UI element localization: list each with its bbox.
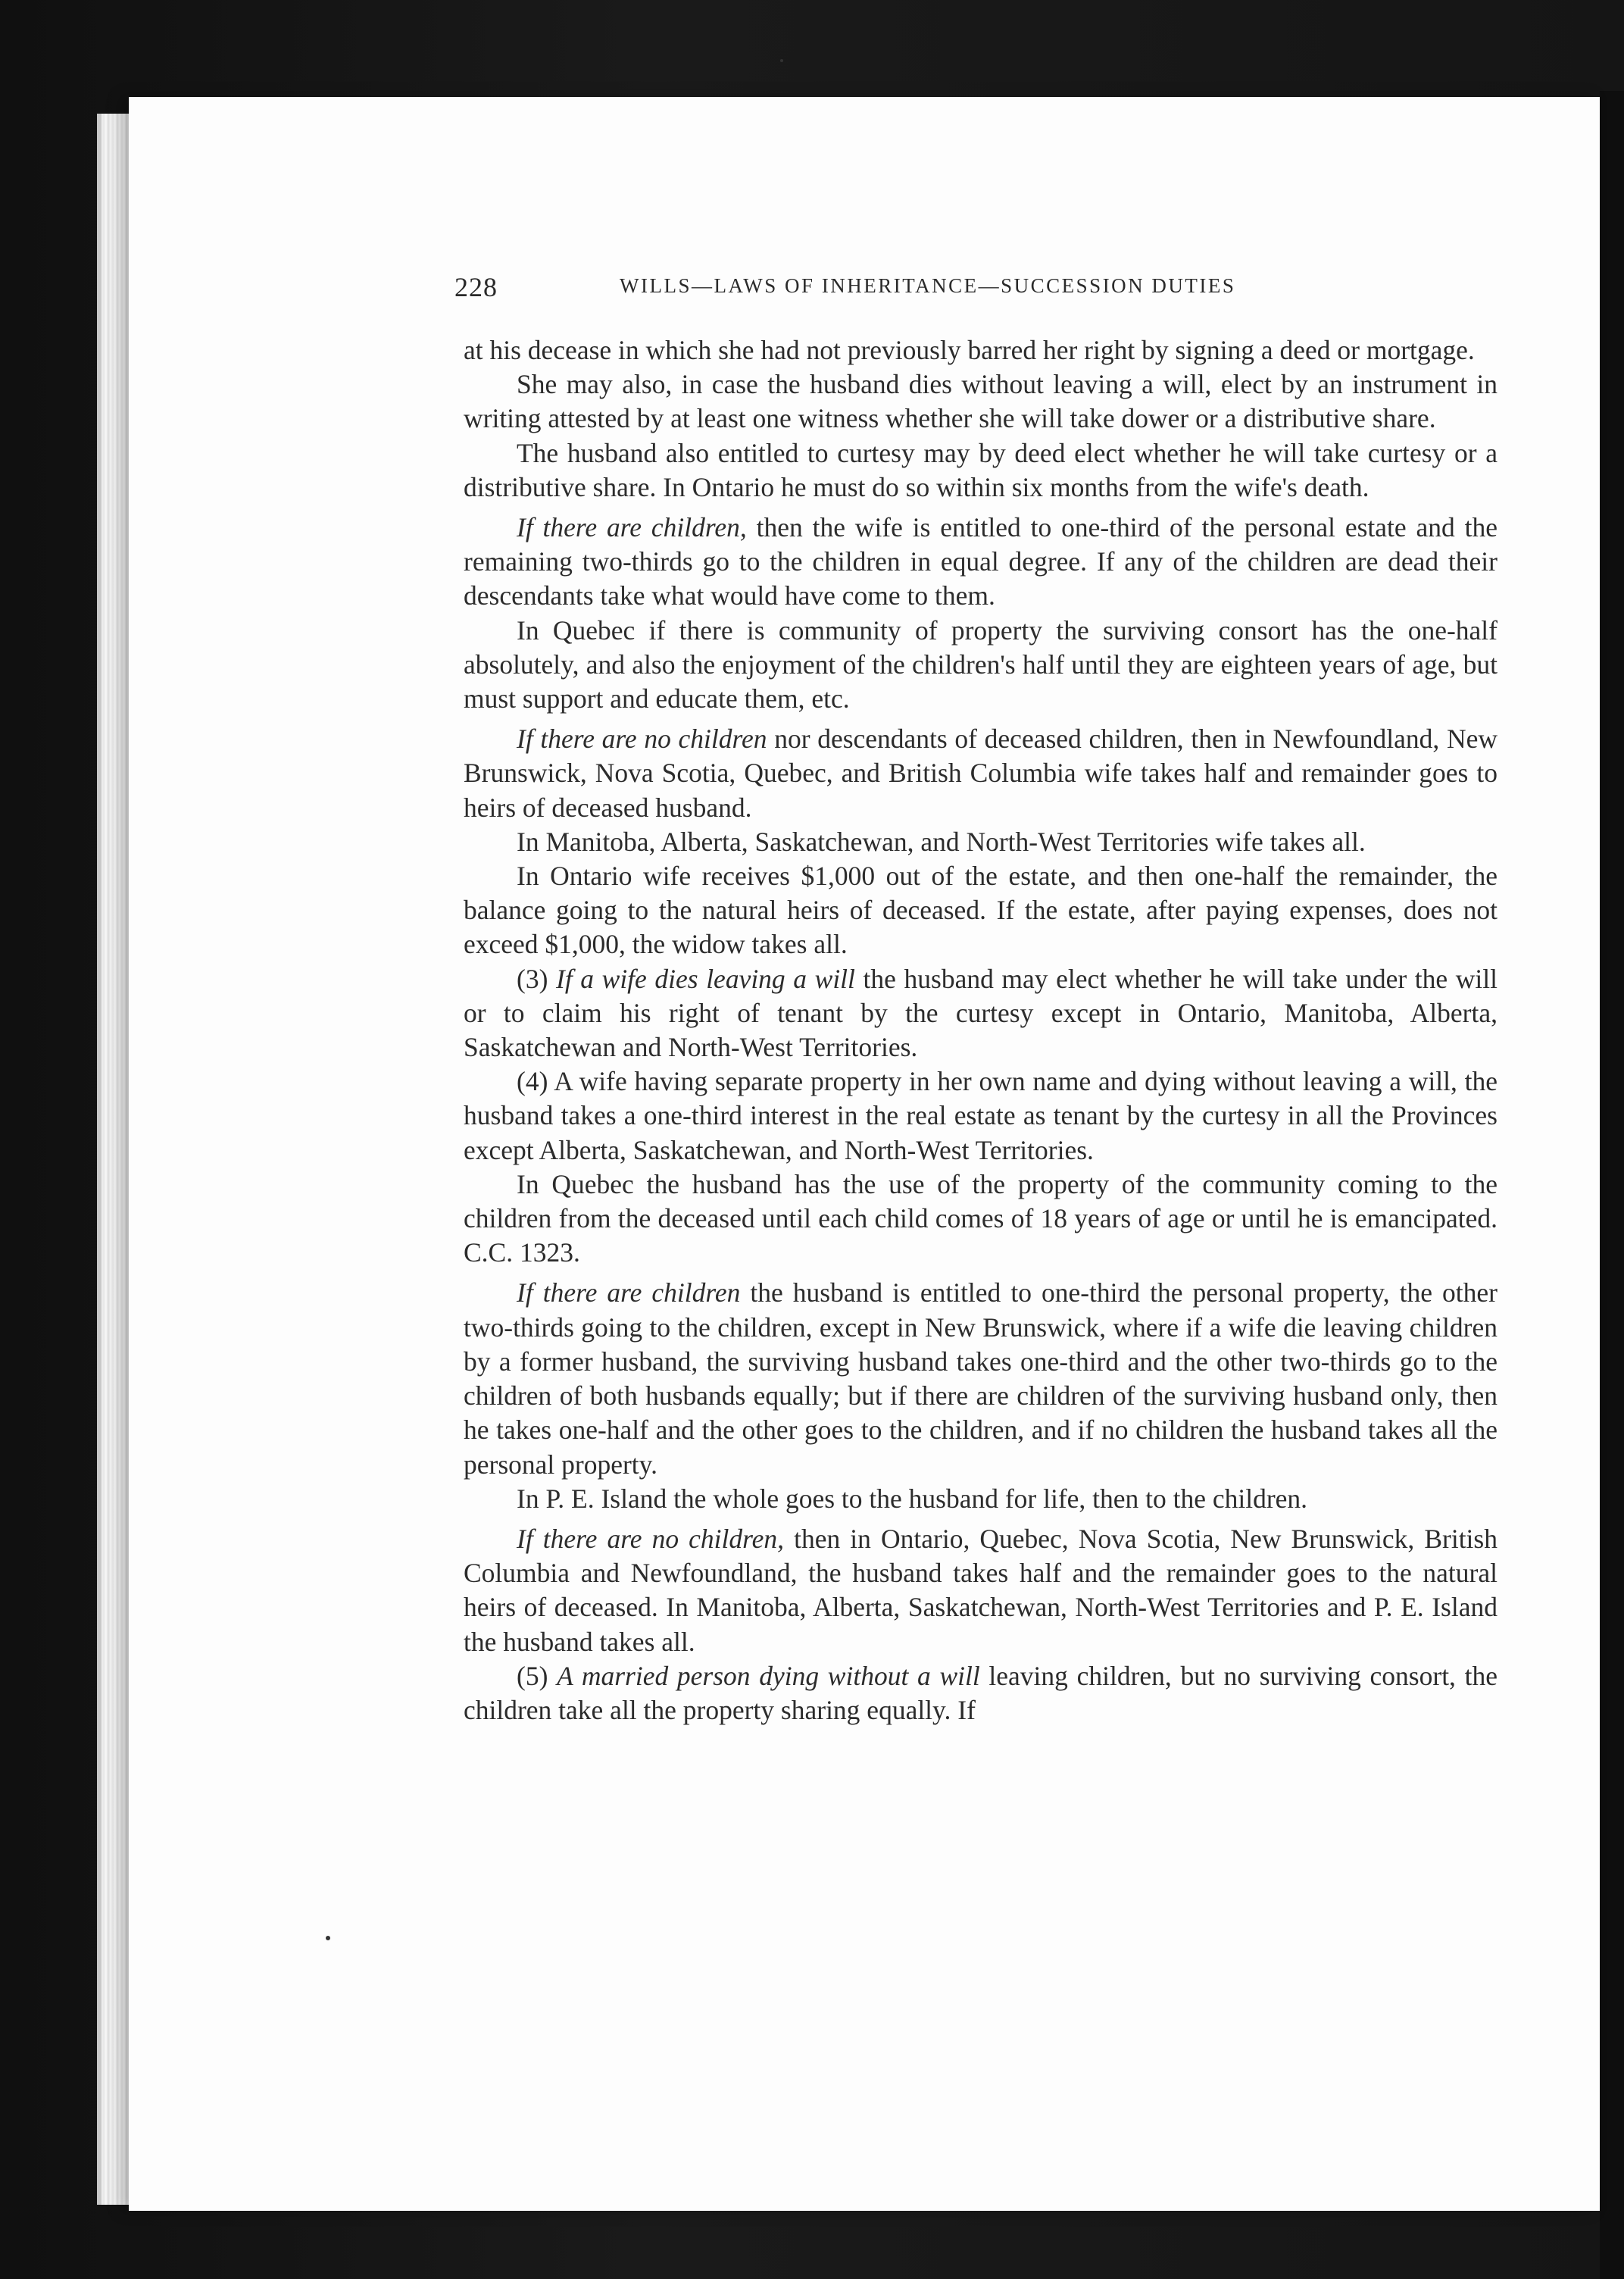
paragraph-text: In Quebec if there is community of property the surviving consort has the one-half absolutely, and also the enjoyment of the children's half until they are eighteen years of age, but must support and educate them, etc. [464,614,1498,714]
page-body [464,333,1498,1727]
paragraph-text: (4) A wife having separate property in her own name and dying without leaving a will, the husband takes a one-third interest in the real estate as tenant by the curtesy in all the Provinces except Alberta, Saskatchewan, and North-West Territories. [464,1066,1498,1165]
italic-lead: If there are no children, [517,1523,785,1554]
paragraph-text: In Manitoba, Alberta, Saskatchewan, and North-West Territories wife takes all. [517,826,1366,857]
paragraph [464,722,1498,825]
paragraph [464,1064,1498,1168]
italic-lead: If there are no children [517,724,767,755]
paragraph [464,1168,1498,1271]
paragraph [464,825,1498,859]
paragraph [464,962,1498,1065]
paragraph-text: nor descendants of deceased children, then in Newfoundland, New Brunswick, Nova Scotia, Quebec, and British Columbia wife takes half and remainder goes to heirs of deceased husband. [464,724,1498,823]
scan-right-border [1600,91,1624,2279]
italic-lead: A married person dying without a will [557,1660,980,1691]
italic-lead: If a wife dies leaving a will [556,963,855,994]
paragraph-text: leaving children, but no surviving consort, the children take all the property sharing equally. If [464,1660,1498,1725]
paragraph [464,1482,1498,1516]
scan-speck [326,1936,330,1940]
running-title: WILLS—LAWS OF INHERITANCE—SUCCESSION DUTIES [620,274,1236,297]
paragraph-text: In Quebec the husband has the use of the property of the community coming to the children from the deceased until each child comes of 18 years of age or until he is emancipated. C.C. 1323. [464,1168,1498,1268]
paragraph [464,1276,1498,1481]
paragraph [464,614,1498,717]
clause-number: (3) [517,963,556,994]
scan-speck [780,59,783,62]
paragraph [464,511,1498,614]
page-header [454,271,1507,309]
paragraph [464,1522,1498,1659]
paragraph-text: She may also, in case the husband dies without leaving a will, elect by an instrument in writing attested by at least one witness whether she will take dower or a distributive share. [464,369,1498,434]
paragraph-text: then in Ontario, Quebec, Nova Scotia, New Brunswick, British Columbia and Newfoundland, the husband takes half and the remainder goes to the natural heirs of deceased. In Manitoba, Alberta, Saskatchewan, North-West Territories and P. E. Island the husband takes all. [464,1523,1498,1657]
paragraph [464,436,1498,505]
paragraph-text: In Ontario wife receives $1,000 out of the estate, and then one-half the remainder, the balance going to the natural heirs of deceased. If the estate, after paying expenses, does not exceed $1,000, the widow takes all. [464,861,1498,960]
paragraph-text: at his decease in which she had not previously barred her right by signing a deed or mortgage. [464,335,1475,365]
italic-lead: If there are children, [517,512,747,543]
paragraph [464,859,1498,962]
paragraph-text: In P. E. Island the whole goes to the husband for life, then to the children. [517,1483,1308,1514]
clause-number: (5) [517,1660,557,1691]
paragraph-text: the husband is entitled to one-third the personal property, the other two-thirds going to the children, except in New Brunswick, where if a wife die leaving children by a former husband, the surviving husband takes one-third and the other two-thirds go to the children of both husbands equally; but if there are children of the surviving husband only, then he takes one-half and the other goes to the children, and if no children the husband takes all the personal property. [464,1277,1498,1480]
italic-lead: If there are children [517,1277,741,1308]
paragraph-text: The husband also entitled to curtesy may by deed elect whether he will take curtesy or a distributive share. In Ontario he must do so within six months from the wife's death. [464,437,1498,502]
paragraph [464,1659,1498,1727]
page-number: 228 [454,272,498,302]
paragraph [464,333,1498,367]
paragraph-text: then the wife is entitled to one-third of the personal estate and the remaining two-thirds go to the children in equal degree. If any of the children are dead their descendants take what would have come to them. [464,512,1498,611]
paragraph [464,367,1498,436]
paragraph-text: the husband may elect whether he will take under the will or to claim his right of tenant by the curtesy except in Ontario, Manitoba, Alberta, Saskatchewan and North-West Territories. [464,963,1498,1063]
